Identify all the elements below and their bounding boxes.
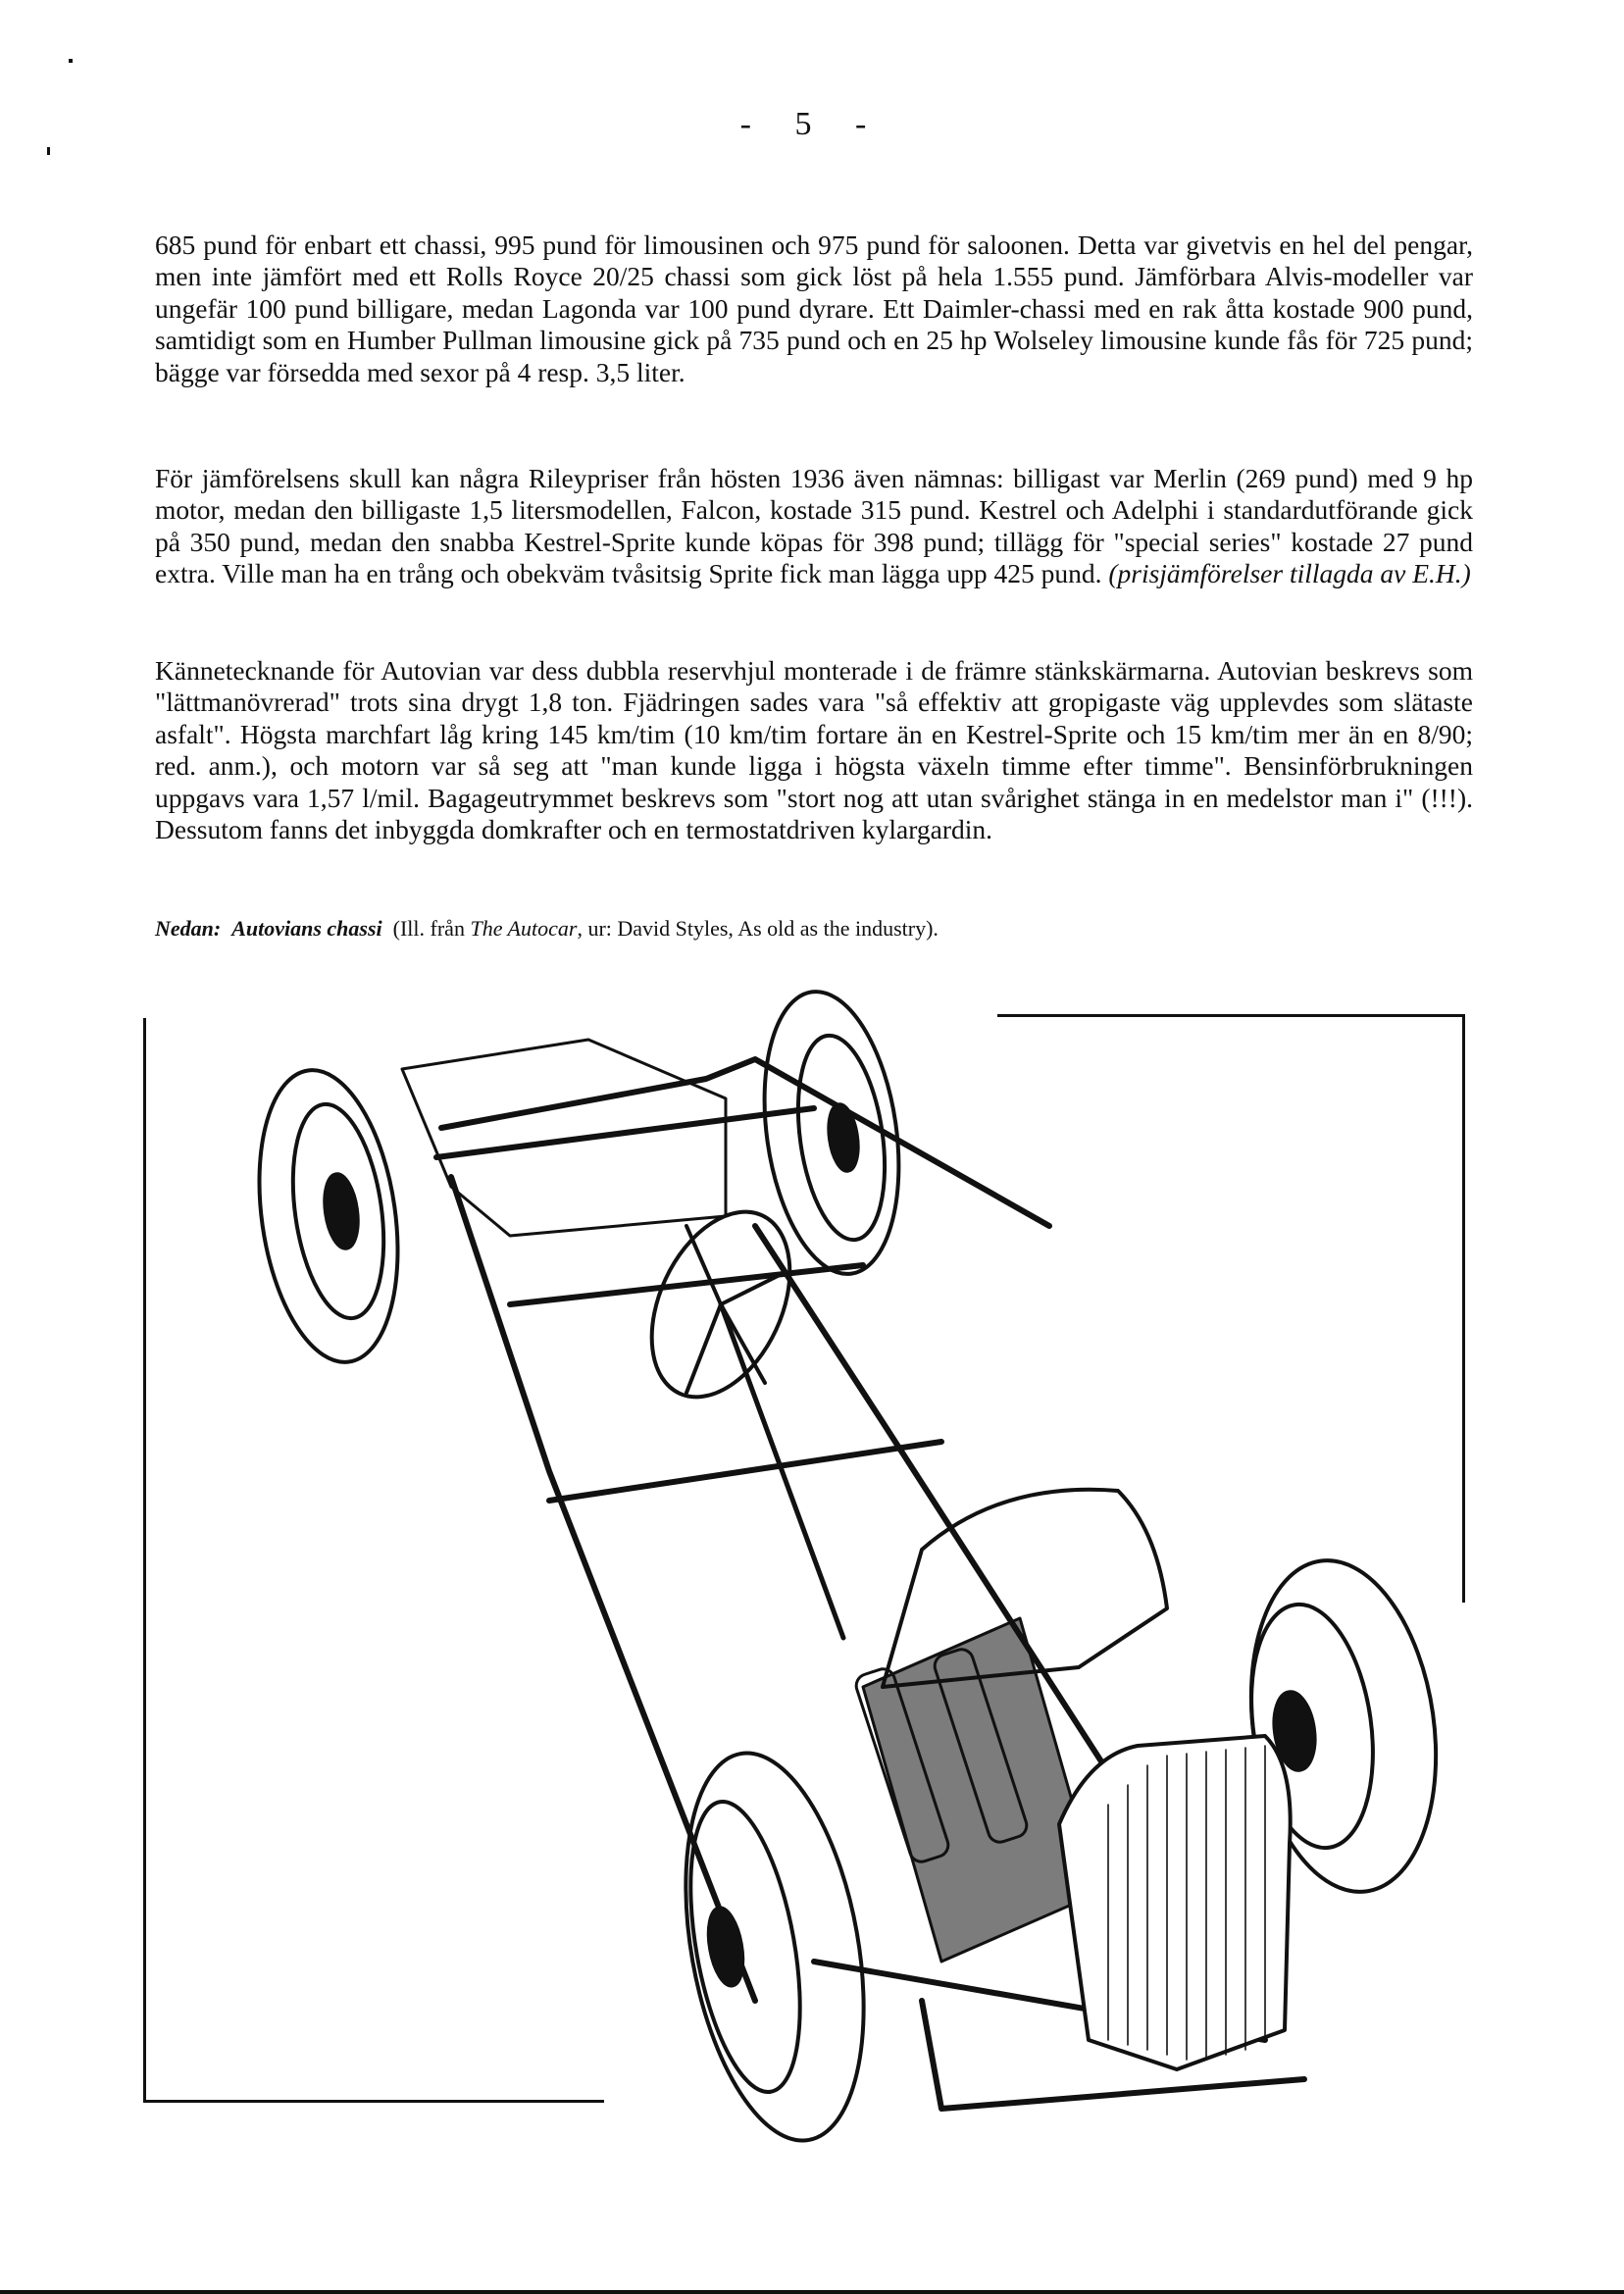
rear-body-tub	[402, 1040, 726, 1236]
page-number: - 5 -	[739, 106, 885, 142]
caption-source-title: The Autocar	[470, 916, 578, 941]
paragraph-autovian-features: Kännetecknande för Autovian var dess dubbla reservhjul monterade i de främre stänkskärmarna. Autovian beskrevs som "lättmanövrerad" trots sina drygt 1,8 ton. Fjädringen sades vara "så effektiv att gropigaste väg upplevdes som slätaste asfalt". Högsta marchfart låg kring 145 km/tim (10 km/tim fortare än en Kestrel-Sprite och 15 km/tim mer än en 8/90; red. anm.), och motorn var så seg att "man kunde ligga i högsta växeln timme efter timme". Bensinförbrukningen uppgavs vara 1,57 l/mil. Bagageutrymmet beskrevs som "stort nog att utan svårighet stänga in en medelstor man i" (!!!). Dessutom fanns det inbyggda domkrafter och en termostatdriven kylargardin.	[155, 655, 1473, 845]
scan-speck	[69, 59, 73, 63]
frame-right-line	[1462, 1014, 1465, 1603]
frame-left-line	[143, 1018, 146, 2103]
paragraph-riley-text: För jämförelsens skull kan några Rileypriser från hösten 1936 även nämnas: billigast var Merlin (269 pund) med 9 hp motor, medan den billigaste 1,5 litersmodellen, Falcon, kostade 315 pund. Kestrel och Adelphi i standardutförande gick på 350 pund, medan den snabba Kestrel-Sprite kunde köpas för 398 pund; tillägg för "special series" kostade 27 pund extra. Ville man ha en trång och obekväm tvåsitsig Sprite fick man lägga upp 425 pund.	[155, 463, 1473, 589]
page-bottom-rule	[0, 2290, 1624, 2294]
frame-bottom-line	[143, 2100, 604, 2103]
front-right-wheel	[1231, 1549, 1456, 1904]
engine-block	[853, 1618, 1098, 1962]
rear-left-wheel	[242, 1061, 415, 1371]
caption-source-suffix: , ur: David Styles, As old as the industry).	[577, 916, 939, 941]
paragraph-prices: 685 pund för enbart ett chassi, 995 pund för limousinen och 975 pund för saloonen. Detta var givetvis en hel del pengar, men inte jämfört med ett Rolls Royce 20/25 chassi som gick löst på hela 1.555 pund. Jämförbara Alvis-modeller var ungefär 100 pund billigare, medan Lagonda var 100 pund dyrare. Ett Daimler-chassi med en rak åtta kostade 900 pund, samtidigt som en Humber Pullman limousine gick på 735 pund och en 25 hp Wolseley limousine kunde fås för 725 pund; bägge var försedda med sexor på 4 resp. 3,5 liter.	[155, 229, 1473, 387]
paragraph-riley-prices	[155, 463, 1473, 590]
scan-speck	[47, 147, 50, 155]
chassis-frame	[436, 1059, 1304, 2109]
caption-label: Nedan:	[155, 916, 222, 941]
steering-wheel	[625, 1190, 843, 1638]
rear-right-wheel	[747, 983, 915, 1283]
editor-note: (prisjämförelser tillagda av E.H.)	[1108, 558, 1471, 589]
figure-caption	[155, 916, 939, 942]
caption-source-prefix: (Ill. från	[392, 916, 471, 941]
caption-subject: Autovians chassi	[231, 916, 382, 941]
radiator	[1059, 1736, 1291, 2069]
scuttle-bulkhead	[883, 1490, 1167, 1687]
front-left-wheel	[659, 1739, 891, 2154]
frame-top-right-line	[997, 1014, 1465, 1017]
